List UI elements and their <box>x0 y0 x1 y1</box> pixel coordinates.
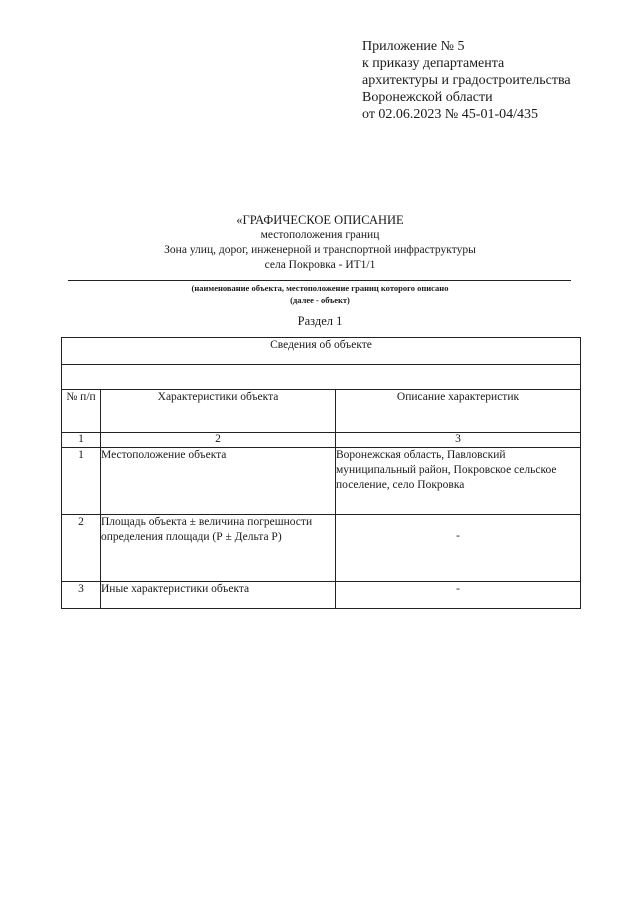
appendix-line: от 02.06.2023 № 45-01-04/435 <box>362 107 539 122</box>
appendix-line: Приложение № 5 <box>362 39 465 54</box>
note-line: (наименование объекта, местоположение границ которого описано <box>191 283 449 293</box>
row-number: 1 <box>62 448 101 515</box>
table-row <box>62 448 581 515</box>
note-line: (далее - объект) <box>290 295 350 305</box>
table-row <box>62 582 581 609</box>
row-value: - <box>336 515 581 582</box>
title-underline <box>68 280 571 281</box>
row-number: 2 <box>62 515 101 582</box>
appendix-block <box>362 38 632 123</box>
header-description: Описание характеристик <box>336 390 581 433</box>
header-characteristics: Характеристики объекта <box>101 390 336 433</box>
object-info-table <box>61 337 581 609</box>
row-value: Воронежская область, Павловский муниципальный район, Покровское сельское поселение, село Покровка <box>336 448 581 515</box>
title-line: села Покровка - ИТ1/1 <box>264 259 376 271</box>
column-number: 2 <box>101 433 336 448</box>
section-label: Раздел 1 <box>297 314 343 328</box>
appendix-line: архитектуры и градостроительства <box>362 73 571 88</box>
row-name: Иные характеристики объекта <box>101 582 336 609</box>
title-notes <box>60 282 580 306</box>
title-line: местоположения границ <box>260 229 380 241</box>
header-num: № п/п <box>62 390 101 433</box>
row-name: Местоположение объекта <box>101 448 336 515</box>
row-name: Площадь объекта ± величина погрешности определения площади (Р ± Дельта Р) <box>101 515 336 582</box>
appendix-line: Воронежской области <box>362 90 493 105</box>
table-caption: Сведения об объекте <box>62 338 581 365</box>
appendix-line: к приказу департамента <box>362 56 505 71</box>
row-number: 3 <box>62 582 101 609</box>
document-title <box>60 212 580 273</box>
empty-row <box>62 365 581 390</box>
title-line: Зона улиц, дорог, инженерной и транспортной инфраструктуры <box>164 244 476 256</box>
column-number: 3 <box>336 433 581 448</box>
row-value: - <box>336 582 581 609</box>
table-row <box>62 515 581 582</box>
column-number: 1 <box>62 433 101 448</box>
title-main: «ГРАФИЧЕСКОЕ ОПИСАНИЕ <box>236 213 404 227</box>
